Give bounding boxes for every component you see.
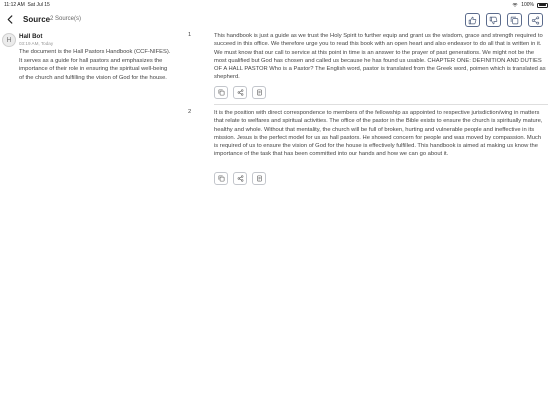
battery-icon xyxy=(537,3,548,8)
source-actions xyxy=(214,172,266,185)
battery-percent: 100% xyxy=(521,2,534,8)
copy-icon xyxy=(510,16,519,25)
wifi-icon xyxy=(512,3,518,7)
source-count: 2 Source(s) xyxy=(50,16,82,22)
message-timestamp: 03:19 AM, Today xyxy=(19,41,54,46)
thumbs-up-icon xyxy=(468,16,477,25)
source-text: It is the position with direct correspondence to members of the fellowship as appointed to respective jurisdiction/wing in matters that relate to welfares and spiritual activities. The office of the pastor in the Bible exists to ensure the church is spiritually mature, healthy and whole. Without that mentality, the church will be full of broken, hurting and vulnerable people and ineffective in its mission. Jesus is the perfect model for us as hall pastors. He showed concern for people and was moved by compassion. Much is required of us to ensure the vision of God for the house is effectively fulfilled. This handbook is aimed at making us know the importance of the task that has been committed into our hands and how we can go about it. xyxy=(214,110,543,158)
message-text: The document is the Hall Pastors Handbook (CCF-NIFES). It serves as a guide for hall pastors and emphasizes the importance of their role in ensuring the spiritual well-being of the church and fulfilling the vision of God for the house. xyxy=(19,49,171,81)
share-icon xyxy=(237,89,244,96)
thumbs-up-button[interactable] xyxy=(465,13,480,27)
status-right xyxy=(512,2,548,8)
source-divider xyxy=(214,104,548,105)
copy-button[interactable] xyxy=(507,13,522,27)
source-number: 1 xyxy=(188,32,192,38)
chevron-left-icon xyxy=(7,15,13,24)
thumbs-down-button[interactable] xyxy=(486,13,501,27)
source-document-button[interactable] xyxy=(252,172,266,185)
page-title: Source xyxy=(23,15,51,24)
source-document-button[interactable] xyxy=(252,86,266,99)
source-actions xyxy=(214,86,266,99)
status-bar xyxy=(0,0,552,9)
copy-icon xyxy=(218,89,225,96)
document-icon xyxy=(256,89,263,96)
status-date: Sat Jul 15 xyxy=(27,2,50,8)
status-time xyxy=(4,2,50,8)
header xyxy=(0,9,552,31)
avatar: H xyxy=(2,33,16,47)
share-button[interactable] xyxy=(528,13,543,27)
source-share-button[interactable] xyxy=(233,172,247,185)
header-actions xyxy=(465,13,543,27)
thumbs-down-icon xyxy=(489,16,498,25)
document-icon xyxy=(256,175,263,182)
copy-icon xyxy=(218,175,225,182)
source-copy-button[interactable] xyxy=(214,172,228,185)
source-text: This handbook is just a guide as we trust the Holy Spirit to further equip and grant us the wisdom, grace and strength required to succeed in this office. We therefore urge you to read this book with an open heart and also endeavor to do all that is written in it. We must know that our call to service at this point in time is an answer to the prayer of past generations. We might not be the most qualified but God has chosen and called us because he has found us usable. CHAPTER ONE: DEFINITION AND DUTIES OF A HALL PASTOR Who is a Pastor? The English word, pastor is translated from the Greek word, poimen which is translated as shepherd. xyxy=(214,33,546,81)
source-number: 2 xyxy=(188,109,192,115)
status-time-text: 11:12 AM xyxy=(4,2,25,8)
share-icon xyxy=(531,16,540,25)
source-share-button[interactable] xyxy=(233,86,247,99)
source-copy-button[interactable] xyxy=(214,86,228,99)
share-icon xyxy=(237,175,244,182)
bot-name: Hall Bot xyxy=(19,33,43,40)
back-button[interactable] xyxy=(4,13,16,26)
